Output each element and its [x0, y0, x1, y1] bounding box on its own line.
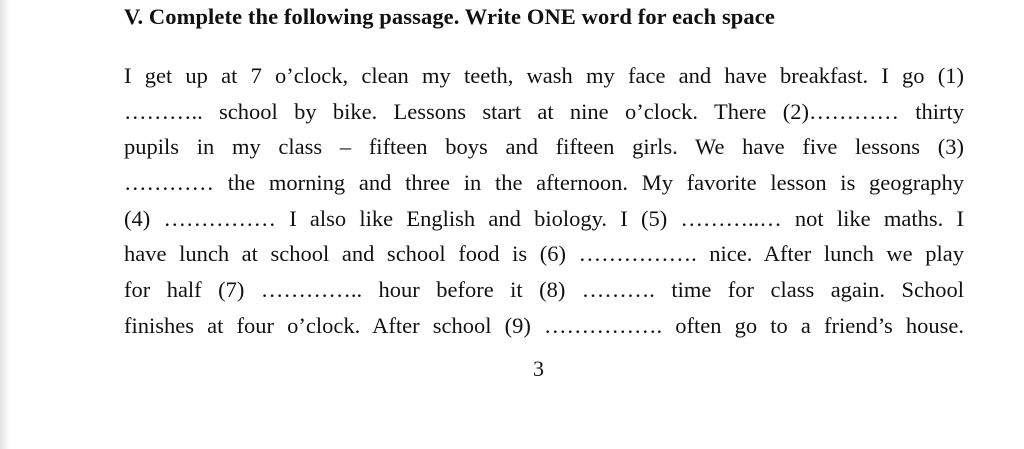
passage-line: (4) …………… I also like English and biology. I (5) ………..… not like maths. I	[124, 205, 964, 231]
passage-line: I get up at 7 o’clock, clean my teeth, wash my face and have breakfast. I go (1)	[124, 63, 964, 88]
passage-line: ………… the morning and three in the afternoon. My favorite lesson is geography	[124, 170, 964, 196]
page-edge-shadow	[0, 0, 10, 449]
exercise-heading: V. Complete the following passage. Write ONE word for each space	[124, 4, 775, 29]
page-number: 3	[533, 356, 544, 381]
passage-line: finishes at four o’clock. After school (9) ……………. often go to a friend’s house.	[124, 312, 964, 338]
passage-paragraph	[124, 58, 964, 344]
passage-line: ……….. school by bike. Lessons start at nine o’clock. There (2)………… thirty	[124, 98, 964, 124]
passage-line: pupils in my class – fifteen boys and fifteen girls. We have five lessons (3)	[124, 134, 964, 160]
passage-line: for half (7) ………….. hour before it (8) ………. time for class again. School	[124, 277, 964, 303]
passage-line: have lunch at school and school food is (6) ……………. nice. After lunch we play	[124, 241, 964, 267]
